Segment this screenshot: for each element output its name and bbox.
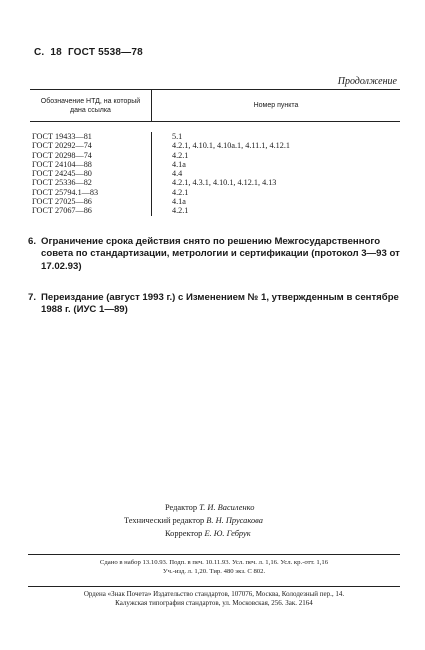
paragraph-number: 7. [28, 292, 37, 303]
table-header [30, 89, 400, 122]
publisher-info [28, 590, 400, 608]
table-cell-item: 4.1а [172, 197, 186, 207]
table-cell-doc: ГОСТ 24245—80 [32, 169, 92, 179]
paragraph-text: Переиздание (август 1993 г.) с Изменением № 1, утвержденным в сентябре 1988 г. (ИУС 1—89) [41, 292, 399, 316]
imprint-divider [28, 554, 400, 555]
table-cell-doc: ГОСТ 25336—82 [32, 178, 92, 188]
paragraph-7 [28, 292, 400, 317]
table-cell-doc: ГОСТ 24104—88 [32, 159, 92, 169]
paragraph-number: 6. [28, 236, 37, 247]
editor-role: Редактор [165, 503, 198, 512]
imprint-line: Уч.-изд. л. 1,20. Тир. 480 экз. С 802. [162, 568, 266, 575]
proofreader-role: Корректор [165, 529, 203, 538]
table-cell-item: 4.2.1, 4.3.1, 4.10.1, 4.12.1, 4.13 [172, 178, 277, 188]
proofreader-line [0, 527, 425, 540]
table-cell-item: 4.2.1 [172, 150, 189, 160]
table-cell-doc: ГОСТ 27067—86 [32, 206, 92, 216]
table-cell-doc: ГОСТ 20298—74 [32, 150, 92, 160]
table-cell-doc: ГОСТ 20292—74 [32, 141, 92, 151]
table-cell-item: 5.1 [172, 132, 183, 141]
proofreader-name: Е. Ю. Гебрук [204, 529, 251, 538]
editorial-credits [0, 501, 425, 540]
table-cell-item: 4.2.1 [172, 187, 189, 197]
table-cell-item: 4.2.1 [172, 206, 189, 216]
tech-editor-role: Технический редактор [124, 516, 205, 525]
table-cell-item: 4.4 [172, 169, 183, 179]
page-header [34, 47, 149, 58]
table-body [30, 132, 400, 216]
table-cell-doc: ГОСТ 27025—86 [32, 197, 92, 207]
continued-label: Продолжение [337, 76, 397, 87]
paragraph-6 [28, 236, 400, 273]
standard-code: ГОСТ 5538—78 [67, 47, 143, 58]
editor-line [0, 501, 425, 514]
table-cell-item: 4.1а [172, 159, 186, 169]
printer-line: Калужская типография стандартов, ул. Московская, 256. Зак. 2164 [115, 599, 313, 607]
order-divider [28, 586, 400, 587]
print-imprint [28, 558, 400, 576]
references-table [30, 89, 400, 216]
tech-editor-line [0, 514, 425, 527]
item-column [152, 132, 400, 216]
table-cell-doc: ГОСТ 19433—81 [32, 132, 92, 141]
table-cell-doc: ГОСТ 25794.1—83 [32, 187, 99, 197]
page-number: 18 [50, 47, 62, 58]
tech-editor-name: В. Н. Прусакова [206, 516, 263, 525]
publisher-line: Ордена «Знак Почета» Издательство стандартов, 107076, Москва, Колодезный пер., 14. [83, 590, 345, 598]
col-header-document: Обозначение НТД, на который дана ссылка [40, 97, 141, 114]
page-prefix: С. [34, 47, 45, 58]
col-header-item: Номер пункта [253, 102, 299, 109]
document-column [30, 132, 151, 216]
paragraph-text: Ограничение срока действия снято по решению Межгосударственного совета по стандартизации, метрологии и сертификации (протокол 3—93 от 17.02.93) [41, 236, 400, 272]
imprint-line: Сдано в набор 13.10.93. Подп. в печ. 10.11.93. Усл. печ. л. 1,16. Усл. кр.-отт. 1,16 [99, 559, 329, 566]
table-cell-item: 4.2.1, 4.10.1, 4.10а.1, 4.11.1, 4.12.1 [172, 141, 290, 151]
editor-name: Т. И. Василенко [199, 503, 255, 512]
